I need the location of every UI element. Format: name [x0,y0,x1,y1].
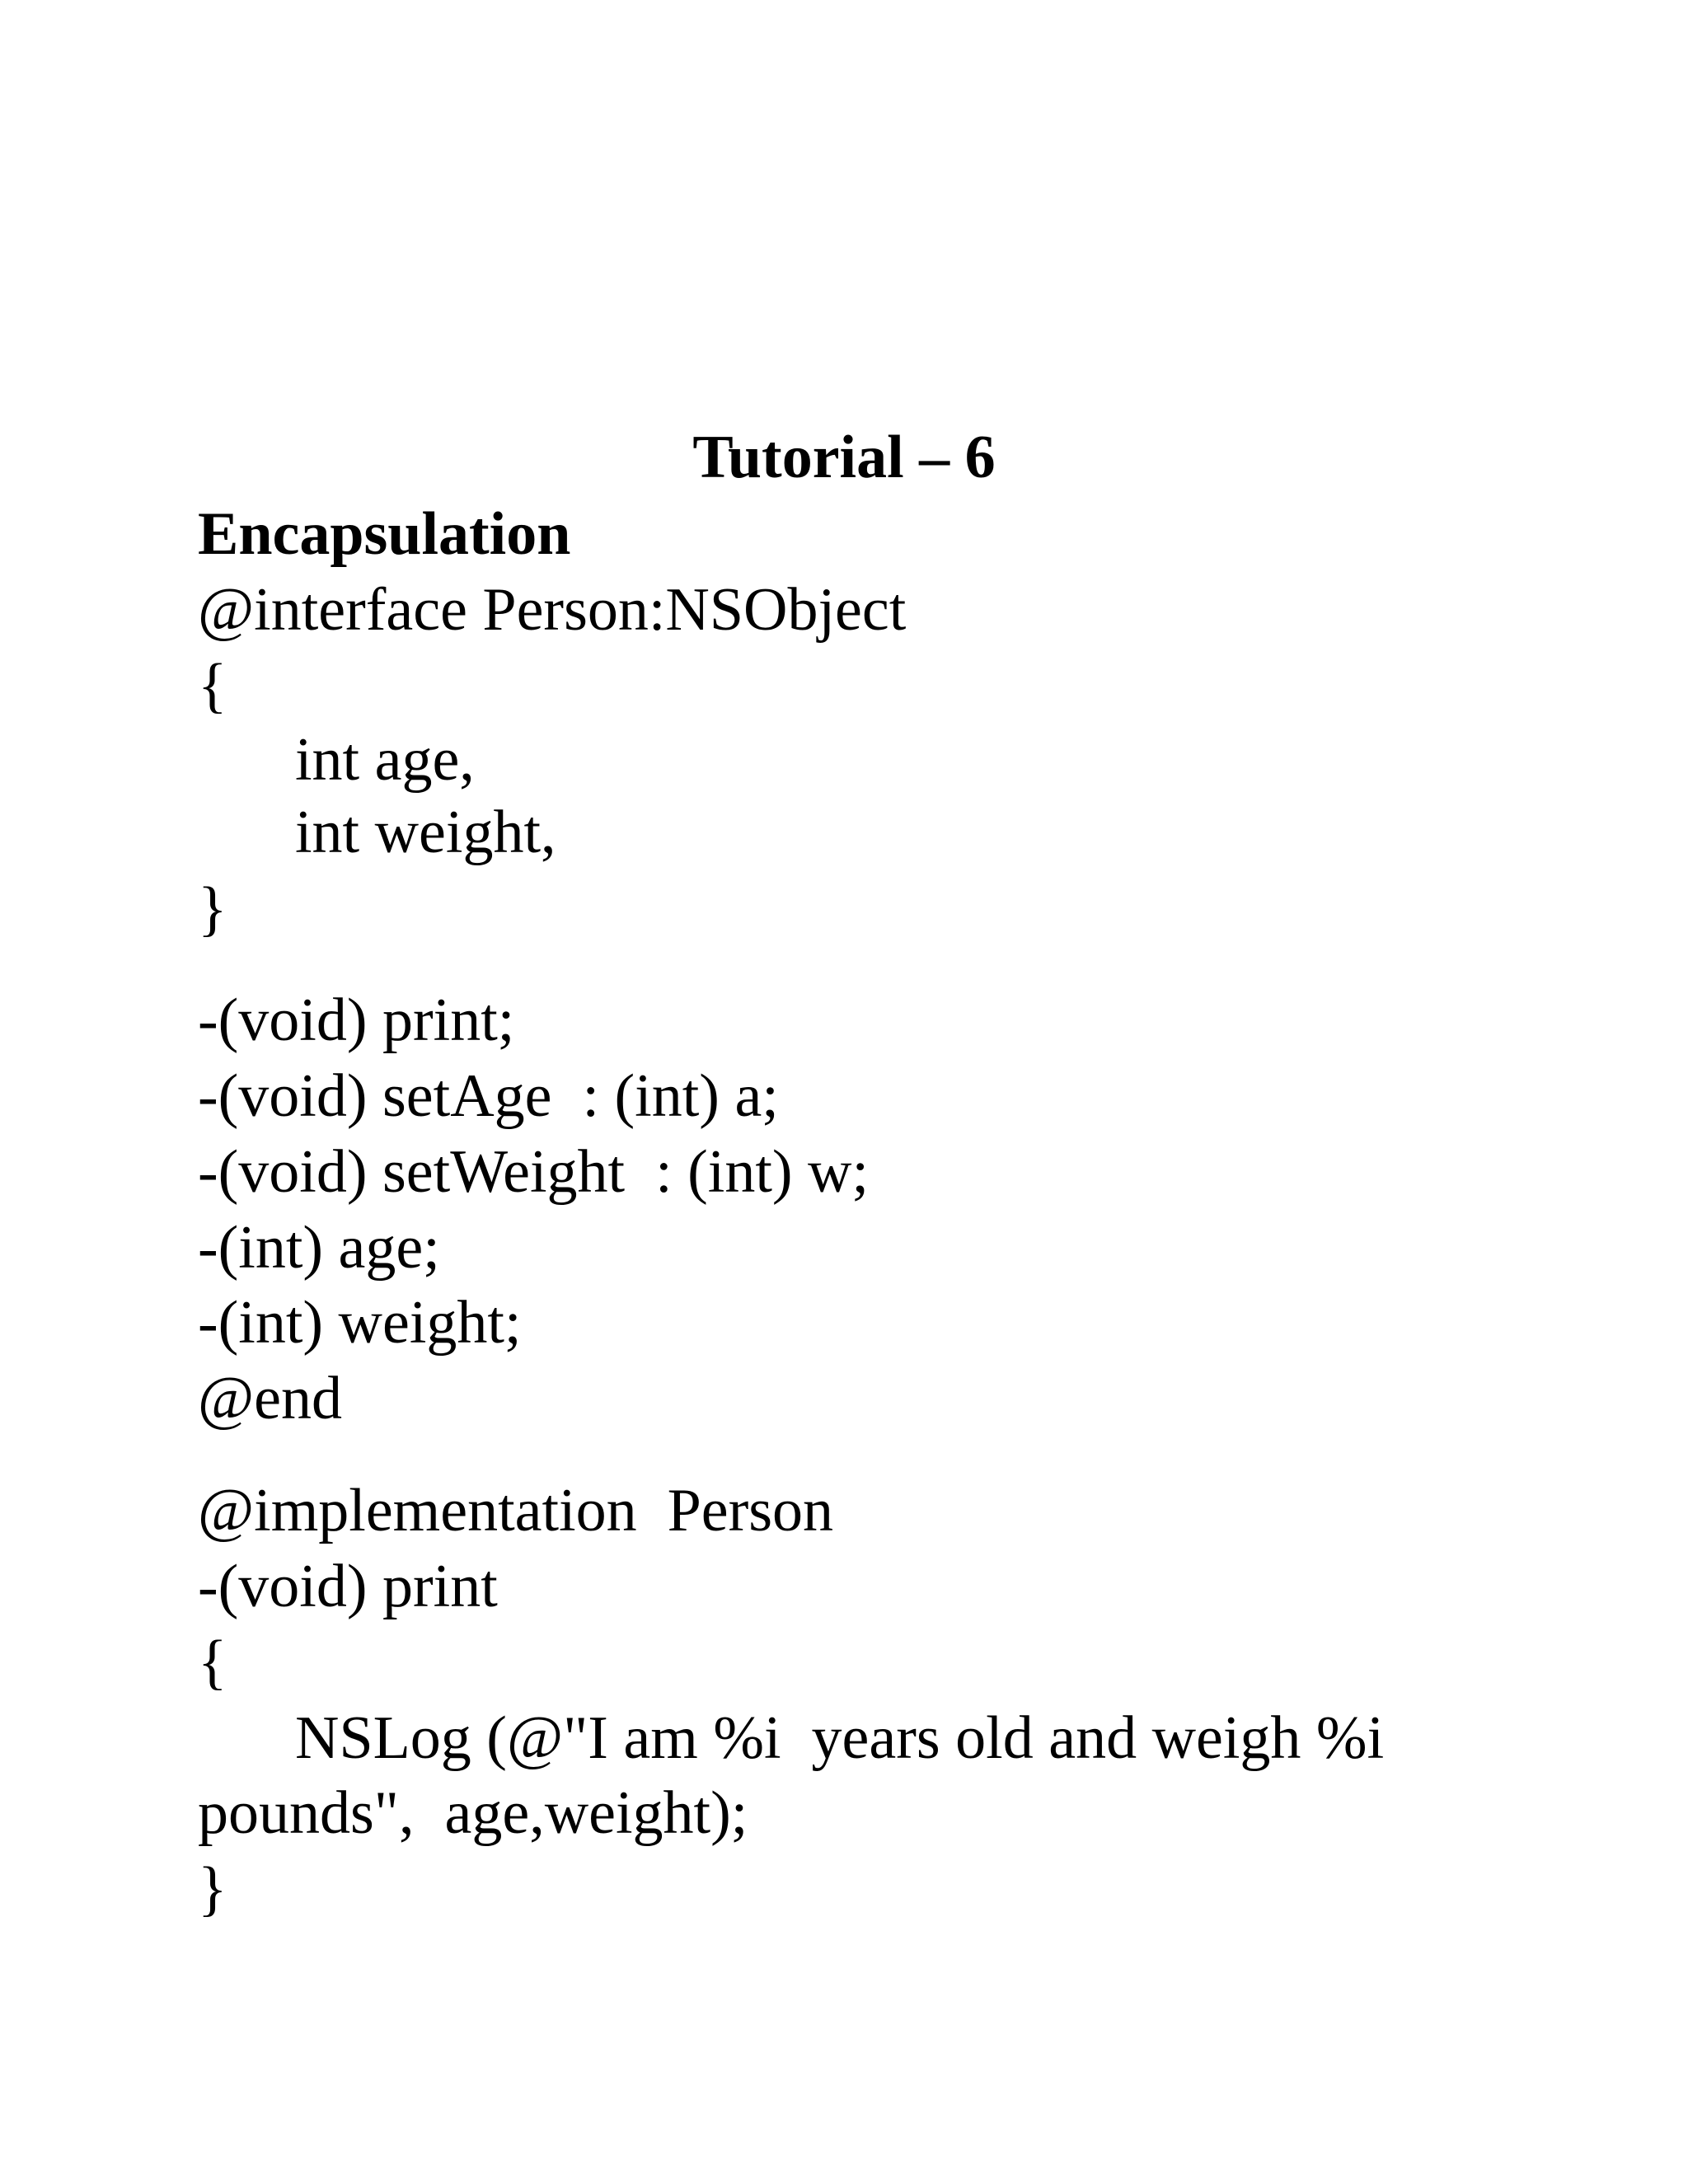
impl-method-print: -(void) print [198,1553,498,1620]
nslog-line-1: NSLog (@"I am %i years old and weigh %i [295,1704,1385,1772]
implementation-declaration: @implementation Person [198,1477,834,1544]
method-setage-decl: -(void) setAge : (int) a; [198,1062,779,1130]
method-weight-decl: -(int) weight; [198,1289,522,1357]
interface-open-brace: { [198,652,227,719]
impl-close-brace: } [198,1855,227,1923]
method-age-decl: -(int) age; [198,1214,440,1282]
interface-end: @end [198,1365,342,1432]
method-setweight-decl: -(void) setWeight : (int) w; [198,1138,870,1206]
interface-declaration: @interface Person:NSObject [198,576,907,644]
nslog-line-2: pounds", age,weight); [198,1779,748,1847]
field-weight: int weight, [295,799,556,866]
field-age: int age, [295,726,475,794]
impl-open-brace: { [198,1629,227,1696]
section-heading: Encapsulation [198,500,571,568]
method-print-decl: -(void) print; [198,987,515,1054]
page-title: Tutorial – 6 [692,424,996,491]
interface-close-brace: } [198,875,227,943]
